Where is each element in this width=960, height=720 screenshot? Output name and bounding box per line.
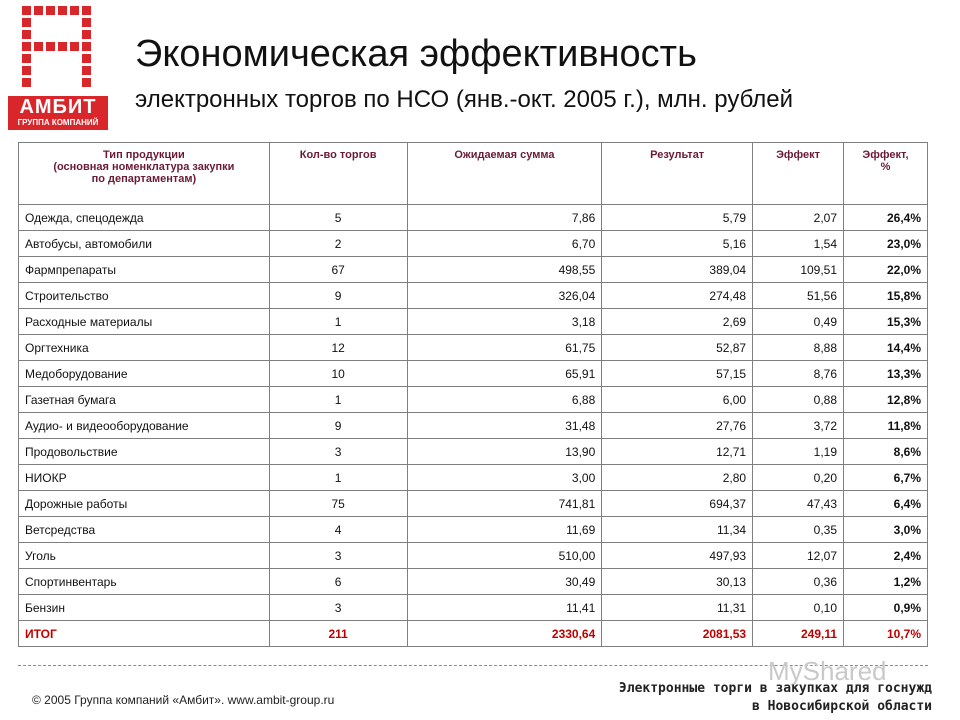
cell-name: Газетная бумага (19, 387, 270, 413)
logo-dot (22, 30, 31, 39)
cell-effect-percent: 13,3% (844, 361, 928, 387)
cell-name: Спортинвентарь (19, 569, 270, 595)
cell-effect-percent: 15,3% (844, 309, 928, 335)
cell-expected: 61,75 (407, 335, 602, 361)
total-result: 2081,53 (602, 621, 753, 647)
logo-name: АМБИТ (19, 96, 97, 118)
cell-count: 67 (269, 257, 407, 283)
table-row (19, 283, 928, 309)
cell-effect-percent: 0,9% (844, 595, 928, 621)
slide-subtitle: электронных торгов по НСО (янв.-окт. 2005 г.), млн. рублей (135, 86, 794, 113)
cell-count: 3 (269, 439, 407, 465)
logo-dot (22, 66, 31, 75)
cell-effect: 12,07 (753, 543, 844, 569)
cell-effect: 51,56 (753, 283, 844, 309)
cell-name: Бензин (19, 595, 270, 621)
total-effect-percent: 10,7% (844, 621, 928, 647)
cell-effect: 109,51 (753, 257, 844, 283)
table-row (19, 361, 928, 387)
efficiency-table (18, 142, 928, 647)
cell-effect: 8,76 (753, 361, 844, 387)
cell-count: 1 (269, 465, 407, 491)
table-row (19, 543, 928, 569)
cell-effect: 0,10 (753, 595, 844, 621)
table-row (19, 439, 928, 465)
cell-name: Ветсредства (19, 517, 270, 543)
cell-effect: 0,20 (753, 465, 844, 491)
cell-name: Строительство (19, 283, 270, 309)
logo-dot (58, 42, 67, 51)
footer-caption-line1: Электронные торги в закупках для госнужд (618, 681, 932, 696)
logo-dot (22, 54, 31, 63)
header-result: Результат (602, 143, 753, 205)
header-effect: Эффект (753, 143, 844, 205)
table-row (19, 309, 928, 335)
cell-count: 2 (269, 231, 407, 257)
cell-effect-percent: 3,0% (844, 517, 928, 543)
total-effect: 249,11 (753, 621, 844, 647)
cell-effect-percent: 1,2% (844, 569, 928, 595)
cell-expected: 30,49 (407, 569, 602, 595)
cell-effect-percent: 22,0% (844, 257, 928, 283)
cell-effect-percent: 15,8% (844, 283, 928, 309)
table-row (19, 335, 928, 361)
cell-expected: 6,88 (407, 387, 602, 413)
logo-dot (58, 6, 67, 15)
logo-dot (46, 42, 55, 51)
logo-dot (22, 6, 31, 15)
cell-count: 12 (269, 335, 407, 361)
logo-dot (34, 42, 43, 51)
header-count: Кол-во торгов (269, 143, 407, 205)
cell-effect-percent: 26,4% (844, 205, 928, 231)
cell-count: 3 (269, 543, 407, 569)
cell-effect-percent: 11,8% (844, 413, 928, 439)
logo-dot (22, 18, 31, 27)
cell-count: 5 (269, 205, 407, 231)
header-expected: Ожидаемая сумма (407, 143, 602, 205)
cell-name: Дорожные работы (19, 491, 270, 517)
cell-result: 5,79 (602, 205, 753, 231)
logo-dot (22, 42, 31, 51)
cell-effect: 0,88 (753, 387, 844, 413)
cell-name: Расходные материалы (19, 309, 270, 335)
total-count: 211 (269, 621, 407, 647)
cell-effect: 47,43 (753, 491, 844, 517)
company-logo (8, 6, 108, 136)
cell-effect: 1,19 (753, 439, 844, 465)
cell-effect-percent: 6,7% (844, 465, 928, 491)
cell-result: 274,48 (602, 283, 753, 309)
cell-count: 10 (269, 361, 407, 387)
header-effect-percent: Эффект, % (844, 143, 928, 205)
table-row (19, 387, 928, 413)
cell-expected: 11,69 (407, 517, 602, 543)
cell-result: 694,37 (602, 491, 753, 517)
watermark: MyShared (768, 656, 887, 686)
footer-caption-line2: в Новосибирской области (751, 699, 932, 714)
table-total-row (19, 621, 928, 647)
cell-result: 389,04 (602, 257, 753, 283)
cell-expected: 31,48 (407, 413, 602, 439)
cell-expected: 326,04 (407, 283, 602, 309)
logo-dot (46, 6, 55, 15)
table-row (19, 569, 928, 595)
cell-effect-percent: 6,4% (844, 491, 928, 517)
logo-dot (34, 6, 43, 15)
cell-effect-percent: 2,4% (844, 543, 928, 569)
cell-expected: 3,00 (407, 465, 602, 491)
table-row (19, 205, 928, 231)
cell-expected: 65,91 (407, 361, 602, 387)
logo-dot (70, 42, 79, 51)
cell-expected: 11,41 (407, 595, 602, 621)
cell-expected: 7,86 (407, 205, 602, 231)
cell-effect: 0,49 (753, 309, 844, 335)
logo-dot (82, 6, 91, 15)
cell-result: 11,34 (602, 517, 753, 543)
cell-effect: 0,35 (753, 517, 844, 543)
logo-dot (82, 42, 91, 51)
slide-title: Экономическая эффективность (135, 33, 697, 75)
cell-effect-percent: 8,6% (844, 439, 928, 465)
cell-name: Аудио- и видеооборудование (19, 413, 270, 439)
cell-expected: 3,18 (407, 309, 602, 335)
cell-name: Оргтехника (19, 335, 270, 361)
cell-result: 52,87 (602, 335, 753, 361)
cell-effect: 0,36 (753, 569, 844, 595)
table-row (19, 257, 928, 283)
cell-result: 497,93 (602, 543, 753, 569)
cell-name: Уголь (19, 543, 270, 569)
footer-copyright: © 2005 Группа компаний «Амбит». www.ambit-group.ru (32, 693, 335, 707)
cell-expected: 498,55 (407, 257, 602, 283)
cell-name: НИОКР (19, 465, 270, 491)
cell-count: 9 (269, 283, 407, 309)
logo-dot (82, 18, 91, 27)
cell-count: 4 (269, 517, 407, 543)
cell-result: 2,69 (602, 309, 753, 335)
cell-name: Автобусы, автомобили (19, 231, 270, 257)
cell-name: Одежда, спецодежда (19, 205, 270, 231)
cell-effect-percent: 23,0% (844, 231, 928, 257)
cell-effect: 3,72 (753, 413, 844, 439)
cell-result: 2,80 (602, 465, 753, 491)
cell-expected: 6,70 (407, 231, 602, 257)
cell-name: Фармпрепараты (19, 257, 270, 283)
cell-result: 6,00 (602, 387, 753, 413)
cell-effect: 2,07 (753, 205, 844, 231)
table-row (19, 231, 928, 257)
table-row (19, 413, 928, 439)
cell-result: 11,31 (602, 595, 753, 621)
cell-expected: 510,00 (407, 543, 602, 569)
logo-mark (22, 6, 94, 86)
footer-caption (462, 680, 932, 716)
cell-count: 6 (269, 569, 407, 595)
cell-count: 3 (269, 595, 407, 621)
total-name: ИТОГ (19, 621, 270, 647)
cell-effect: 8,88 (753, 335, 844, 361)
cell-count: 75 (269, 491, 407, 517)
cell-effect-percent: 14,4% (844, 335, 928, 361)
logo-dot (82, 78, 91, 87)
cell-count: 1 (269, 387, 407, 413)
header-type: Тип продукции (основная номенклатура закупки по департаментам) (19, 143, 270, 205)
logo-subtitle: ГРУППА КОМПАНИЙ (17, 118, 99, 127)
cell-result: 30,13 (602, 569, 753, 595)
logo-badge (8, 96, 108, 130)
logo-dot (82, 66, 91, 75)
cell-name: Продовольствие (19, 439, 270, 465)
cell-effect: 1,54 (753, 231, 844, 257)
cell-effect-percent: 12,8% (844, 387, 928, 413)
cell-expected: 741,81 (407, 491, 602, 517)
cell-expected: 13,90 (407, 439, 602, 465)
cell-result: 5,16 (602, 231, 753, 257)
logo-dot (70, 6, 79, 15)
table-row (19, 491, 928, 517)
cell-result: 57,15 (602, 361, 753, 387)
table-row (19, 465, 928, 491)
cell-count: 9 (269, 413, 407, 439)
table-row (19, 517, 928, 543)
cell-result: 27,76 (602, 413, 753, 439)
table-header-row (19, 143, 928, 205)
cell-name: Медоборудование (19, 361, 270, 387)
logo-dot (82, 30, 91, 39)
cell-count: 1 (269, 309, 407, 335)
logo-dot (22, 78, 31, 87)
cell-result: 12,71 (602, 439, 753, 465)
table-row (19, 595, 928, 621)
logo-dot (82, 54, 91, 63)
total-expected: 2330,64 (407, 621, 602, 647)
